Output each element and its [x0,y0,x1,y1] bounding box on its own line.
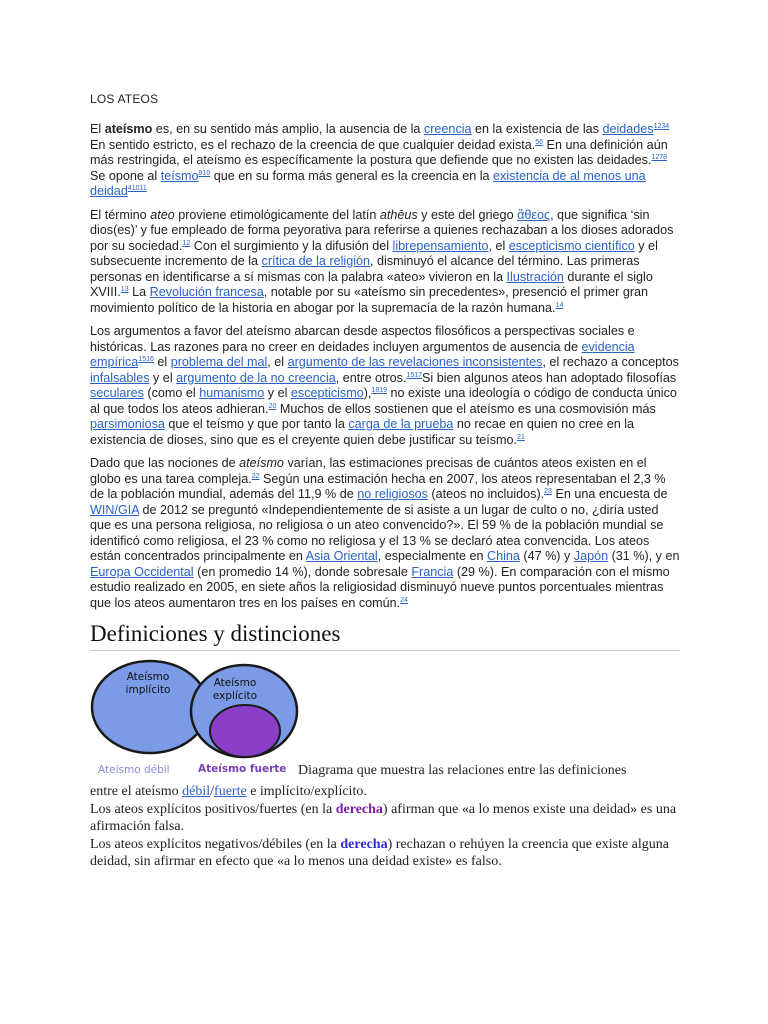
text-span: , el [267,355,288,369]
text-span: que en su forma más general es la creencia en la [210,168,494,183]
document-title: LOS ATEOS [90,92,159,106]
text-span: (47 %) y [519,549,574,563]
text-span: en la existencia de las [471,122,603,136]
link-teismo[interactable]: teísmo [160,168,199,183]
venn-diagram [90,657,300,767]
text-span: es, en su sentido más amplio, la ausencia de la [152,122,424,136]
text-span: entre el ateísmo [90,784,183,799]
link-parsimoniosa[interactable]: parsimoniosa [90,417,165,431]
link-asia-oriental[interactable]: Asia Oriental [305,549,378,563]
link-humanismo[interactable]: humanismo [199,386,265,400]
derecha-highlight: derecha [335,801,383,817]
text-span: El término [90,207,151,222]
link-creencia[interactable]: creencia [423,122,472,136]
link-seculares[interactable]: seculares [90,386,144,400]
text-span: Se opone al [90,168,161,183]
text-span: de 2012 se preguntó «Independientemente de si asiste a un lugar de culto o no, ¿diría usted que es una persona religiosa, no religiosa o un ateo convencido?». El 59 % de la población mundial se identificó como religiosa, el 23 % como no religiosa y el 13 % se declaró atea convencida. Los ateos están concentrados principalmente en [90,502,664,563]
explicit-label-line2: explícito [212,690,258,702]
text-span: Los argumentos a favor del ateísmo abarcan desde aspectos filosóficos a perspectivas sociales e históricas. Las razones para no creer en deidades incluyen argumentos de ausencia de [90,324,635,354]
intro-paragraph [90,122,680,200]
link-revolucion-francesa[interactable]: Revolución francesa [149,285,264,299]
link-debil[interactable]: débil [182,784,211,799]
reference-link[interactable]: 22 [251,472,260,480]
text-span: no existe una ideología o código de conducta único al que todos los ateos adhieran. [90,386,677,416]
link-japon[interactable]: Japón [573,549,609,563]
text-span: , que significa ‘sin dios(es)’ y fue empleado de forma peyorativa para referirse a quienes rechazaban a los dioses adorados por su sociedad. [90,207,674,253]
text-span: Con el surgimiento y la difusión del [190,238,393,253]
reference-link[interactable]: 1517 [406,371,423,379]
link-critica-religion[interactable]: crítica de la religión [261,254,371,268]
implicit-label-line2: implícito [125,684,171,696]
text-span: , el rechazo a conceptos [542,355,679,369]
weak-atheism-label: Ateísmo débil [98,764,170,776]
text-span: Dado que las nociones de [90,456,240,470]
strong-atheism-circle [210,705,280,757]
text-span: e implícito/explícito. [246,784,367,799]
document-page [90,92,680,871]
text-span: En una encuesta de [551,487,668,501]
text-span: y este del griego [417,207,518,222]
text-span: , notable por su «ateísmo sin precedentes», presenció el primer gran movimiento político de la historia en abogar por la supremacía de la razón humana. [90,285,649,315]
reference-link[interactable]: 41011 [127,185,147,192]
text-span: Los ateos explícitos positivos/fuertes (en la [90,801,336,817]
text-span: el [153,355,171,369]
arguments-paragraph [90,324,680,448]
link-carga-prueba[interactable]: carga de la prueba [348,417,454,431]
bold-term: ateísmo [104,122,153,136]
weak-atheists-paragraph [90,836,680,871]
link-ilustracion[interactable]: Ilustración [506,269,564,284]
italic-term: ateo [150,207,175,222]
text-span: varían, las estimaciones precisas de cuántos ateos existen en el globo es una tarea compleja. [90,456,647,486]
reference-link[interactable]: 24 [400,596,408,604]
text-span: El [90,122,105,136]
explicit-label-line1: Ateísmo [213,677,257,689]
text-span: que el teísmo y que por tanto la [164,417,349,431]
text-span: Si bien algunos ateos han adoptado filosofías [422,370,677,385]
link-no-religiosos[interactable]: no religiosos [357,487,428,501]
text-span: no recae en quien no cree en la existencia de dioses, sino que es el creyente quien debe justificar su teísmo. [90,417,635,447]
text-span: / [210,784,215,799]
text-span: Según una estimación hecha en 2007, los ateos representaban el 2,3 % de la población mundial, además del 11,9 % de [90,471,666,501]
text-span: , el [488,238,509,253]
text-span: proviene etimológicamente del latín [174,207,380,222]
reference-link[interactable]: 1234 [653,123,670,130]
reference-link[interactable]: 1278 [651,154,668,161]
reference-link[interactable]: 12 [182,239,191,247]
link-china[interactable]: China [486,549,520,563]
link-evidencia-empirica[interactable]: evidencia empírica [90,339,635,369]
reference-link[interactable]: 56 [535,138,544,146]
strong-atheists-paragraph [90,801,680,836]
statistics-paragraph [90,456,680,611]
italic-term: ateísmo [239,456,284,470]
link-escepticismo[interactable]: escepticismo [290,386,364,400]
text-span: (29 %). En comparación con el mismo estudio realizado en 2005, en siete años la religiosidad disminuyó nueve puntos porcentuales mientras que los ateos aumentaron tres en los países en común. [90,564,670,610]
figure-caption-line2 [90,783,680,801]
text-span: (como el [143,386,200,400]
reference-link[interactable]: 14 [555,301,564,309]
link-existencia-deidad[interactable]: existencia de al menos una deidad [90,168,646,198]
text-span: y el [149,370,177,385]
link-infalsables[interactable]: infalsables [90,370,150,385]
text-span: En sentido estricto, es el rechazo de la creencia de que cualquier deidad exista. [90,137,536,152]
text-span: y el subsecuente incremento de la [90,238,658,268]
figure-caption-line1: Diagrama que muestra las relaciones entre las definiciones [298,763,627,778]
link-europa-occidental[interactable]: Europa Occidental [90,564,194,579]
text-span: (en promedio 14 %), donde sobresale [193,564,412,579]
reference-link[interactable]: 1819 [371,387,387,394]
text-span: Los ateos explícitos negativos/débiles (en la [90,836,341,852]
text-span: , disminuyó el alcance del término. Las primeras personas en identificarse a sí mismas con la palabra «ateo» vivieron en la [90,254,640,284]
text-span: , entre otros. [335,370,407,385]
text-span: y el [264,386,291,400]
link-win-gia[interactable]: WIN/GIA [90,502,139,517]
text-span: En una definición aún más restringida, el ateísmo es específicamente la postura que defiende que no existen las deidades. [90,137,668,167]
text-span: durante el siglo XVIII. [90,269,653,299]
text-span: (31 %), y en [608,549,680,563]
text-span: ) rechazan o rehúyen la creencia que existe alguna deidad, sin afirmar en efecto que «a lo menos una deidad existe» es falso. [90,836,669,869]
etymology-paragraph [90,208,680,317]
link-francia[interactable]: Francia [411,564,454,579]
derecha-highlight: derecha [340,836,388,852]
italic-term: athēus [379,207,418,222]
text-span: ), [363,386,372,400]
reference-link[interactable]: 910 [198,169,211,177]
reference-link[interactable]: 20 [268,402,277,410]
diagram-figure [90,657,680,783]
text-span: ) afirman que «a lo menos existe una deidad» es una afirmación falsa. [90,801,677,834]
text-span: , especialmente en [377,549,487,563]
text-span: La [128,285,150,299]
strong-atheism-label: Ateísmo fuerte [198,763,287,775]
section-heading: Definiciones y distinciones [90,621,680,651]
reference-link[interactable]: 23 [544,488,552,495]
link-librepensamiento[interactable]: librepensamiento [392,238,489,253]
text-span: (ateos no incluidos). [427,487,545,501]
link-no-creencia[interactable]: argumento de la no creencia [176,370,336,385]
link-escepticismo-cientifico[interactable]: escepticismo científico [508,238,635,253]
reference-link[interactable]: 21 [517,433,525,441]
implicit-label-line1: Ateísmo [126,671,170,683]
link-deidades[interactable]: deidades [602,122,654,136]
link-revelaciones-inconsistentes[interactable]: argumento de las revelaciones inconsistentes [287,355,543,369]
text-span: Muchos de ellos sostienen que el ateísmo es una cosmovisión más [276,401,656,416]
reference-link[interactable]: 1516 [138,356,154,363]
reference-link[interactable]: 13 [120,286,129,293]
link-problema-mal[interactable]: problema del mal [170,355,268,369]
link-atheos[interactable]: ἄθεος [517,207,551,222]
link-fuerte[interactable]: fuerte [214,784,247,799]
